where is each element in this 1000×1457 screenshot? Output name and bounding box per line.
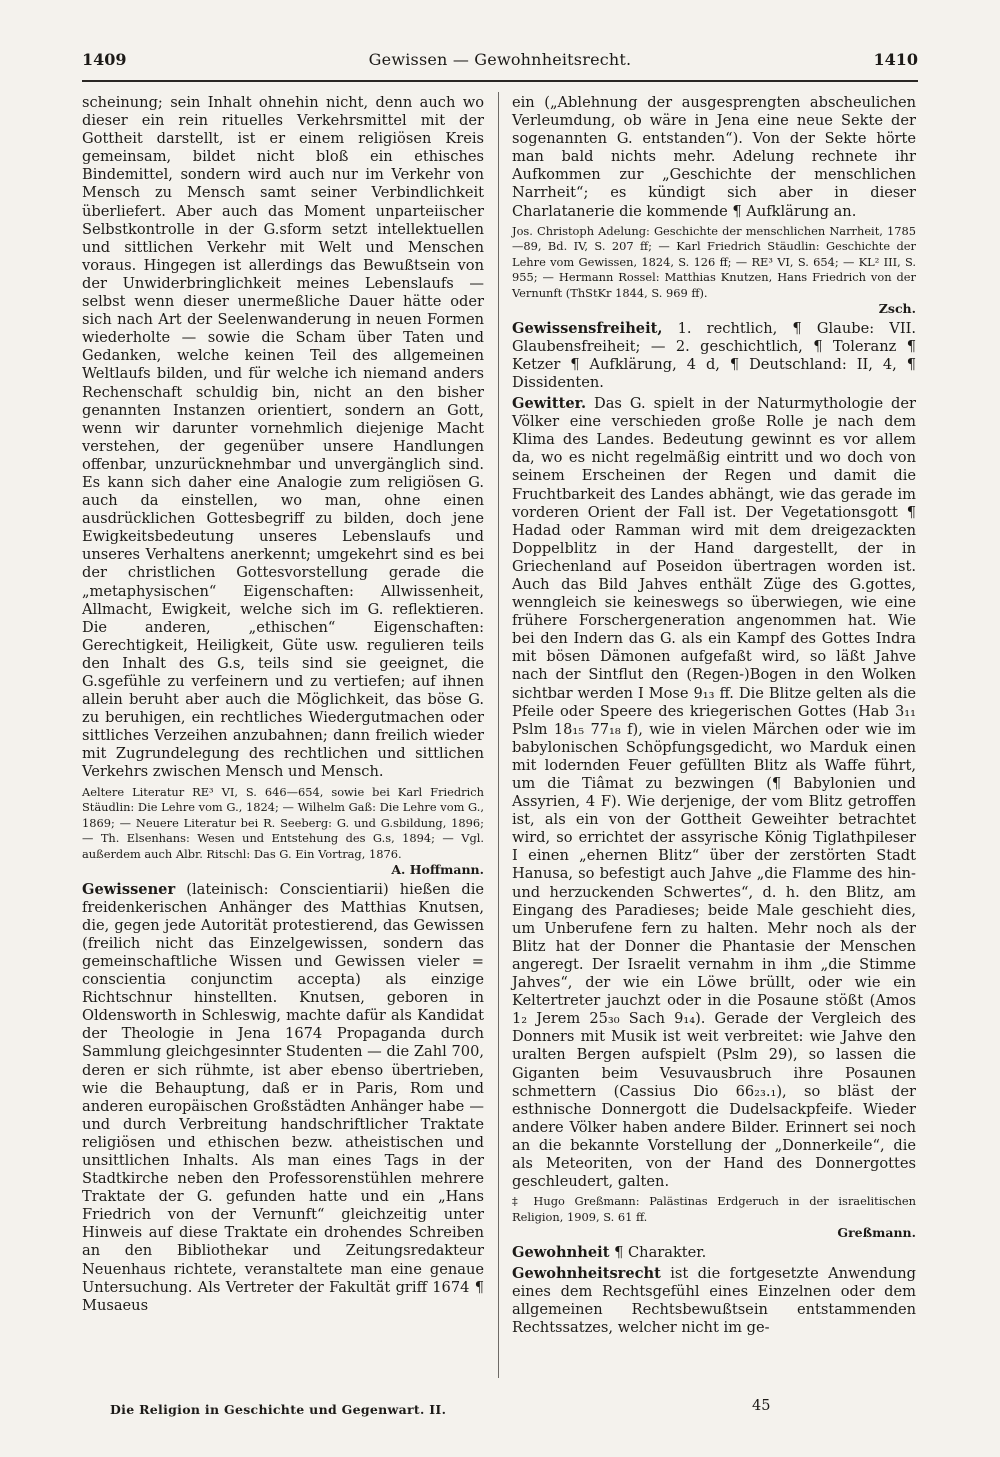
literature-note xyxy=(512,224,916,317)
lemma: Gewissensfreiheit, xyxy=(512,319,663,337)
entry-gewohnheit xyxy=(512,1244,916,1262)
sheet-number: 45 xyxy=(752,1398,771,1414)
literature-text: ‡ Hugo Greßmann: Palästinas Erdgeruch in der israelitischen Religion, 1909, S. 61 ff. xyxy=(512,1194,916,1224)
entry-gewitter xyxy=(512,395,916,1191)
entry-gewissener xyxy=(82,881,484,1315)
running-head xyxy=(82,50,918,78)
article-author: Zsch. xyxy=(878,301,916,317)
article-paragraph: ein („Ablehnung der ausgesprengten abscheulichen Verleumdung, ob wäre in Jena eine neue Sekte der sogenannten G. entstanden“). Von der Sekte hörte man bald nichts mehr. Adelung rechnete ihr Aufkommen zur „Geschichte der menschlichen Narrheit“; es kündigt sich aber in dieser Charlatanerie die kommende ¶ Aufklärung an. xyxy=(512,94,916,220)
lemma: Gewohnheitsrecht xyxy=(512,1264,661,1282)
entry-text: ¶ Charakter. xyxy=(614,1243,707,1261)
page-number-left: 1409 xyxy=(82,50,127,69)
entry-gewissensfreiheit xyxy=(512,320,916,392)
literature-note xyxy=(82,785,484,878)
article-author: Greßmann. xyxy=(837,1225,916,1241)
entry-text: 1. rechtlich, ¶ Glaube: VII. Glaubensfreiheit; — 2. geschichtlich, ¶ Toleranz ¶ Ketzer ¶ Aufklärung, 4 d, ¶ Deutschland: II, 4, ¶ Dissidenten. xyxy=(512,319,916,391)
header-rule xyxy=(82,80,918,82)
series-footer: Die Religion in Geschichte und Gegenwart. II. xyxy=(110,1402,447,1417)
article-paragraph: scheinung; sein Inhalt ohnehin nicht, denn auch wo dieser ein rein rituelles Verkehrsmittel mit der Gottheit darstellt, ist er einem religiösen Kreis gemeinsam, bildet nicht bloß ein ethisches Bindemittel, sondern wird auch nur im Verkehr von Mensch zu Mensch samt seiner Verbindlichkeit überliefert. Aber auch das Moment unparteiischer Selbstkontrolle in der G.sform setzt intellektuellen und sittlichen Verkehr mit Welt und Menschen voraus. Hingegen ist allerdings das Bewußtsein von der Unwiderbringlichkeit meines Lebenslaufs — selbst wenn dieser unermeßliche Dauer hätte oder sich nach Art der Seelenwanderung in neuen Formen wiederholte — sowie die Scham über Taten und Gedanken, welche keinen Teil des allgemeinen Weltlaufs bilden, und für welche ich niemand anders Rechenschaft schuldig bin, nicht an den bisher genannten Instanzen orientiert, sondern an Gott, wenn wir darunter vornehmlich diejenige Macht verstehen, der gegenüber unsere Handlungen offenbar, unzurücknehmbar und unvergänglich sind. Es kann sich daher eine Analogie zum religiösen G. auch da einstellen, wo man, ohne einen ausdrücklichen Gottesbegriff zu bilden, doch jene Ewigkeitsbedeutung unseres Lebenslaufs und unseres Verhaltens anerkennt; umgekehrt sind es bei der christlichen Gottesvorstellung gerade die „metaphysischen“ Eigenschaften: Allwissenheit, Allmacht, Ewigkeit, welche sich im G. reflektieren. Die anderen, „ethischen“ Eigenschaften: Gerechtigkeit, Heiligkeit, Güte usw. regulieren teils den Inhalt des G.s, teils sind sie geeignet, die G.sgefühle zu verfeinern und zu vertiefen; auf ihnen allein beruht aber auch die Möglichkeit, das böse G. zu beruhigen, ein rechtliches Wiedergutmachen oder sittliches Verzeihen anzubahnen; dann freilich wieder mit Zugrundelegung des rechtlichen und sittlichen Verkehrs zwischen Mensch und Mensch. xyxy=(82,94,484,781)
left-column xyxy=(82,94,484,1318)
entry-text: ist die fortgesetzte Anwendung eines dem Rechtsgefühl eines Einzelnen oder dem allgemeinen Rechtsbewußtsein entstammenden Rechtssatzes, welcher nicht im ge- xyxy=(512,1264,917,1337)
lemma: Gewitter. xyxy=(512,395,587,413)
column-divider xyxy=(498,92,499,1378)
entry-text: (lateinisch: Conscientiarii) hießen die freidenkerischen Anhänger des Matthias Knutsen, die, gegen jede Autorität protestierend, das Gewissen (freilich nicht das Einzelgewissen, sondern das gemeinschaftliche Wissen und Gewissen vieler = conscientia conjunctim accepta) als einzige Richtschnur hinstellten. Knutsen, geboren in Oldensworth in Schleswig, machte dafür als Kandidat der Theologie in Jena 1674 Propaganda durch Sammlung gleichgesinnter Studenten — die Zahl 700, deren er sich rühmte, ist aber ebenso übertrieben, wie die Behauptung, daß er in Paris, Rom und anderen europäischen Großstädten Anhänger habe — und durch Verbreitung handschriftlicher Traktate religiösen und ethischen bezw. atheistischen und unsittlichen Inhalts. Als man eines Tags in der Stadtkirche neben den Professorenstühlen mehrere Traktate der G. gefunden hatte und ein „Hans Friedrich von der Vernunft“ gleichzeitig unter Hinweis auf diese Traktate ein drohendes Schreiben an den Bibliothekar und Zeitungsredakteur Neuenhaus richtete, veranstaltete man eine genaue Untersuchung. Als Vertreter der Fakultät griff 1674 ¶ Musaeus xyxy=(82,880,485,1314)
right-column xyxy=(512,94,916,1340)
page-number-right: 1410 xyxy=(873,50,918,69)
running-title: Gewissen — Gewohnheitsrecht. xyxy=(368,50,632,69)
lemma: Gewissener xyxy=(82,880,176,898)
lemma: Gewohnheit xyxy=(512,1243,610,1261)
literature-note xyxy=(512,1194,916,1241)
entry-text: Das G. spielt in der Naturmythologie der Völker eine verschieden große Rolle je nach dem Klima des Landes. Bedeutung gewinnt es vor allem da, wo es nicht regelmäßig eintritt und wo doch von seinem Erscheinen der Regen und damit die Fruchtbarkeit des Landes abhängt, wie das gerade im vorderen Orient der Fall ist. Der Vegetationsgott ¶ Hadad oder Ramman wird mit dem dreigezackten Doppelblitz in der Hand dargestellt, der in Griechenland auf Poseidon übertragen worden ist. Auch das Bild Jahves enthält Züge des G.gottes, wenngleich sie keineswegs so überwiegen, wie eine frühere Forschergeneration angenommen hat. Wie bei den Indern das G. als ein Kampf des Gottes Indra mit bösen Dämonen aufgefaßt wird, so läßt Jahve nach der Sintflut den (Regen-)Bogen in den Wolken sichtbar werden I Mose 9₁₃ ff. Die Blitze gelten als die Pfeile oder Speere des kriegerischen Gottes (Hab 3₁₁ Pslm 18₁₅ 77₁₈ f), wie in vielen Märchen oder wie im babylonischen Schöpfungsgedicht, wo Marduk einen mit lodernden Feuer gefüllten Blitz als Waffe führt, um die Tiâmat zu bezwingen (¶ Babylonien und Assyrien, 4 F). Wie derjenige, der vom Blitz getroffen ist, als ein von der Gottheit Geweihter betrachtet wird, so errichtet der assyrische König Tiglathpileser I einen „ehernen Blitz“ über der zerstörten Stadt Hanusa, so befestigt auch Jahve „die Flamme des hin- und herzuckenden Schwertes“, d. h. den Blitz, am Eingang des Paradieses; beide Male geschieht dies, um Unberufene fern zu halten. Mehr noch als der Blitz hat der Donner die Phantasie der Menschen angeregt. Der Israelit vernahm in ihm „die Stimme Jahves“, der wie ein Löwe brüllt, oder wie ein Keltertreter jauchzt oder in die Posaune stößt (Amos 1₂ Jerem 25₃₀ Sach 9₁₄). Gerade der Vergleich des Donners mit Musik ist weit verbreitet: wie Jahve den uralten Bergen aufspielt (Pslm 29), so lassen die Giganten beim Vesuvausbruch ihre Posaunen schmettern (Cassius Dio 66₂₃.₁), so bläst der esthnische Donnergott die Dudelsackpfeife. Wieder andere Völker haben andere Bilder. Erinnert sei noch an die bekannte Vorstellung der „Donnerkeile“, die als Meteoriten, von der Hand des Donnergottes geschleudert, galten. xyxy=(512,395,917,1191)
entry-gewohnheitsrecht xyxy=(512,1265,916,1337)
literature-text: Aeltere Literatur RE³ VI, S. 646—654, sowie bei Karl Friedrich Stäudlin: Die Lehre vom G., 1824; — Wilhelm Gaß: Die Lehre vom G., 1869; — Neuere Literatur bei R. Seeberg: G. und G.sbildung, 1896; — Th. Elsenhans: Wesen und Entstehung des G.s, 1894; — Vgl. außerdem auch Albr. Ritschl: Das G. Ein Vortrag, 1876. xyxy=(82,784,484,861)
article-author: A. Hoffmann. xyxy=(391,862,484,878)
literature-text: Jos. Christoph Adelung: Geschichte der menschlichen Narrheit, 1785—89, Bd. IV, S. 207 ff; — Karl Friedrich Stäudlin: Geschichte der Lehre vom Gewissen, 1824, S. 126 ff; — RE³ VI, S. 654; — KL² III, S. 955; — Hermann Rossel: Matthias Knutzen, Hans Friedrich von der Vernunft (ThStKr 1844, S. 969 ff). xyxy=(512,223,916,300)
